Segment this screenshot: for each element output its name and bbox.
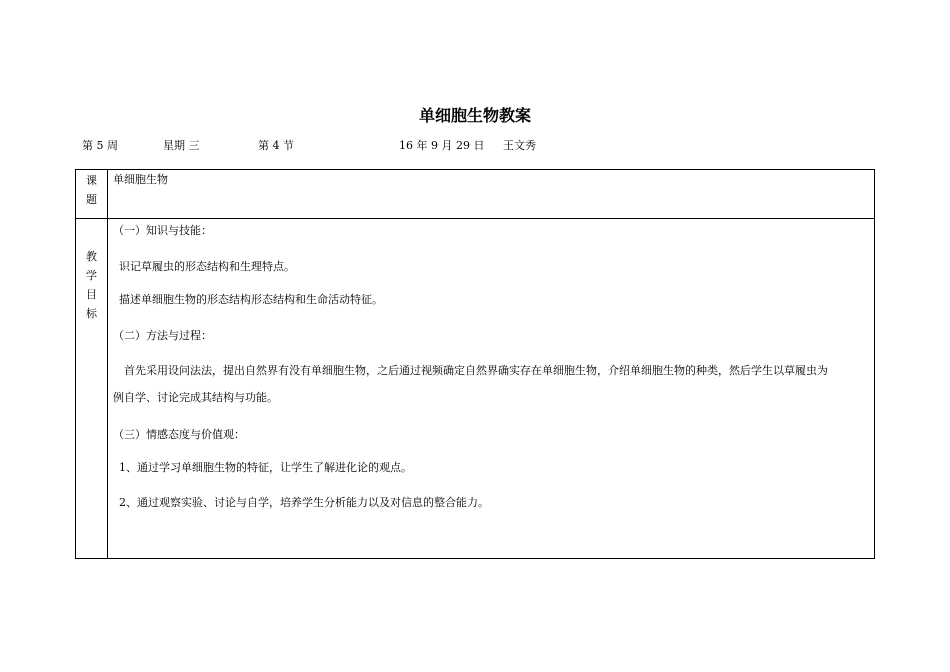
objective-line: 1、通过学习单细胞生物的特征，让学生了解进化论的观点。 [119,461,412,474]
teacher-name: 王文秀 [503,139,536,152]
section-heading-attitude: （三）情感态度与价值观： [113,428,245,441]
week-number: 第 5 周 [82,139,118,152]
section-heading-method: （二）方法与过程： [113,329,212,342]
objective-line: 描述单细胞生物的形态结构形态结构和生命活动特征。 [119,293,383,306]
row-divider [76,218,874,219]
section-heading-knowledge: （一）知识与技能： [113,224,212,237]
objective-line: 识记草履虫的形态结构和生理特点。 [119,260,295,273]
objectives-label-char: 目 [86,288,97,301]
objectives-label-char: 教 [86,250,97,263]
objective-line: 例自学、讨论完成其结构与功能。 [113,391,278,404]
objectives-label [76,247,107,323]
topic-label-char: 题 [86,193,97,206]
objective-line: 首先采用设问法法，提出自然界有没有单细胞生物，之后通过视频确定自然界确实存在单细胞生物，介绍单细胞生物的种类，然后学生以草履虫为 [124,364,828,377]
column-divider [107,170,108,558]
document-title: 单细胞生物教案 [418,106,531,125]
topic-value: 单细胞生物 [113,173,168,186]
lesson-date: 16 年 9 月 29 日 [399,139,485,152]
lesson-plan-table [75,169,875,559]
weekday: 星期 三 [163,139,200,152]
lesson-period: 第 4 节 [258,139,294,152]
topic-label-char: 课 [86,174,97,187]
topic-label [76,171,107,209]
objectives-label-char: 标 [86,307,97,320]
objectives-label-char: 学 [86,269,97,282]
objective-line: 2、通过观察实验、讨论与自学，培养学生分析能力以及对信息的整合能力。 [119,496,489,509]
